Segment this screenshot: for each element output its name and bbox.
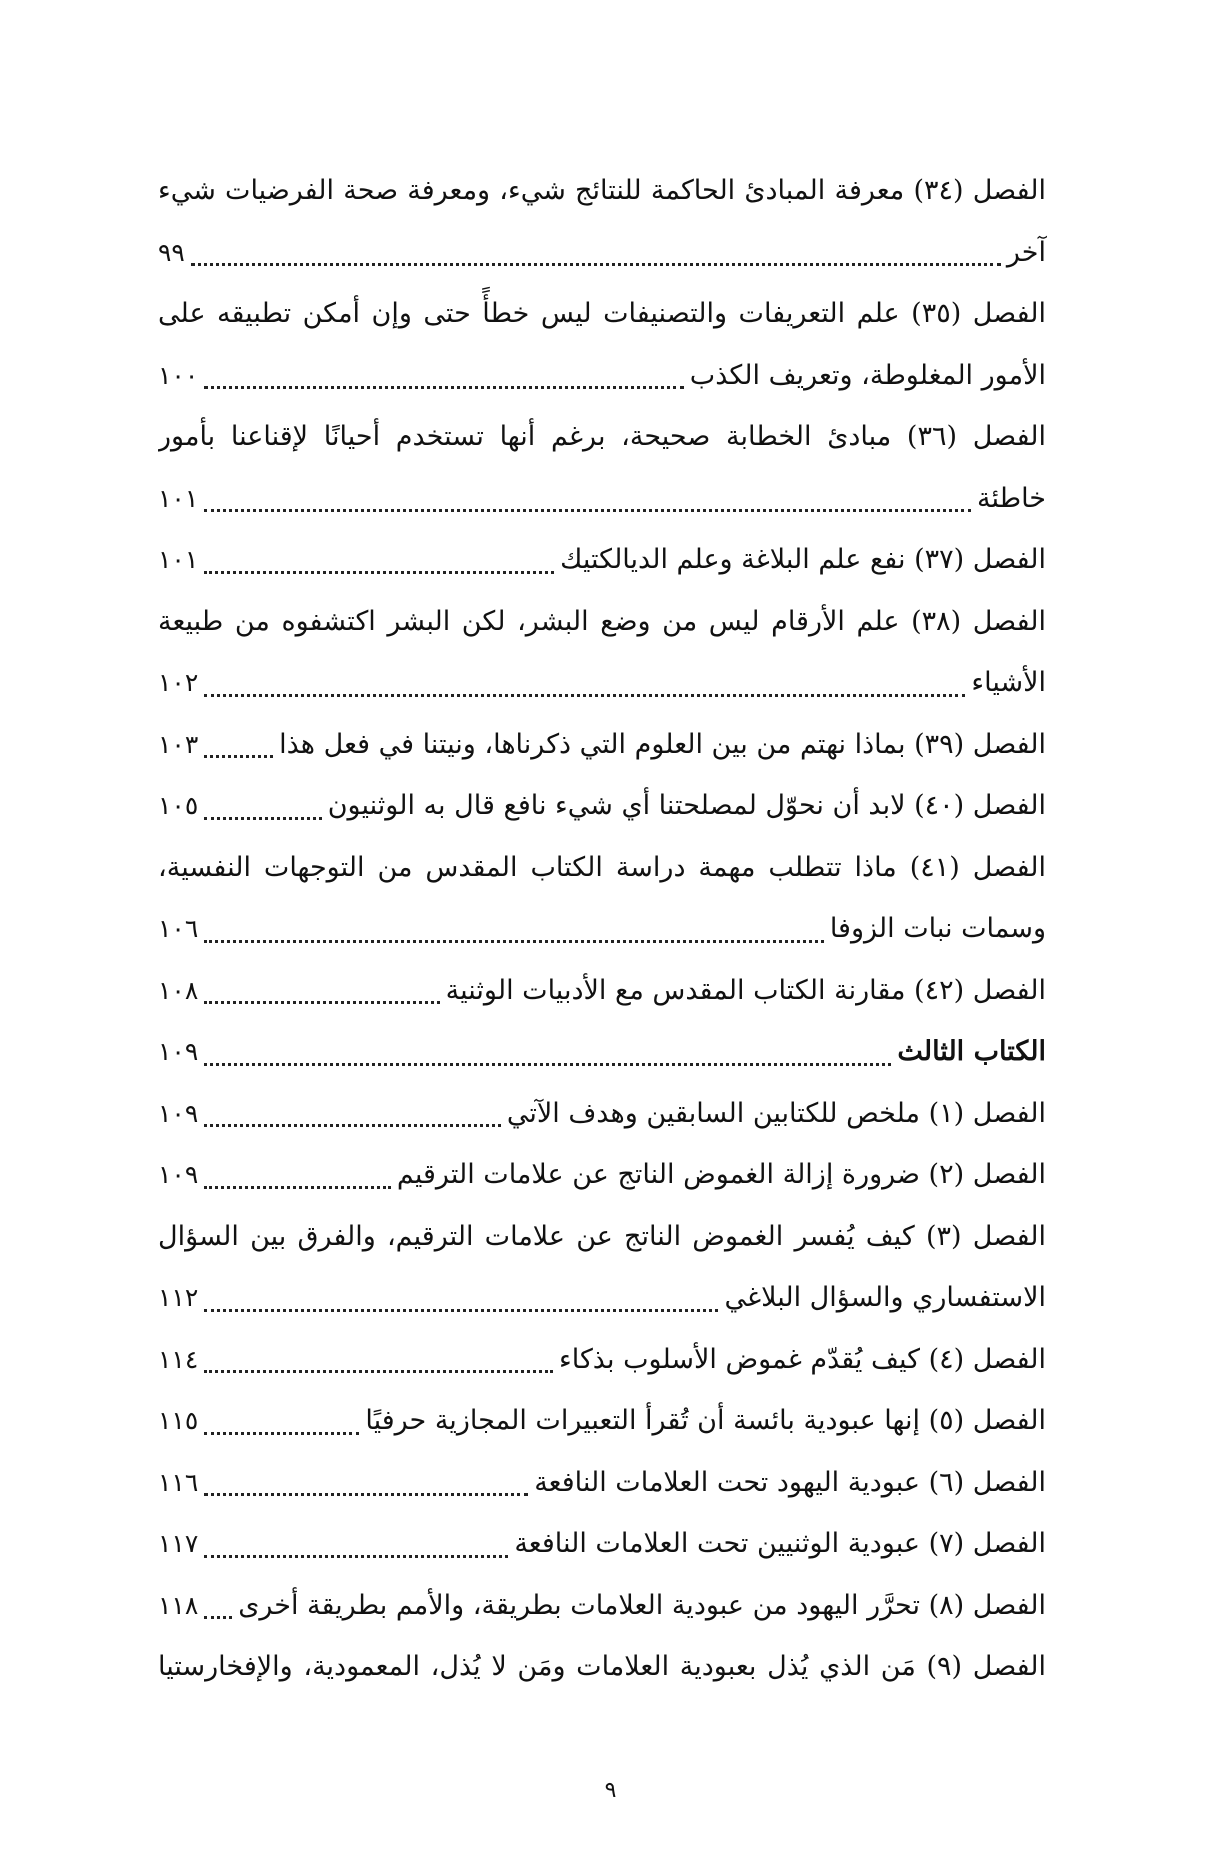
toc-entry	[158, 529, 1046, 591]
toc-page-number: ١٠٨	[158, 975, 199, 1005]
dot-leader	[204, 817, 321, 820]
toc-page-number: ١٠٩	[158, 1037, 199, 1066]
toc-entry	[158, 222, 1046, 284]
dot-leader	[204, 509, 971, 512]
toc-page-number: ١١٤	[158, 1344, 199, 1374]
toc-entry	[158, 1575, 1046, 1637]
dot-leader	[204, 1493, 528, 1496]
toc-entry	[158, 837, 1046, 899]
page-number: ٩	[604, 1778, 617, 1803]
dot-leader	[204, 1001, 439, 1004]
toc-entry	[158, 345, 1046, 407]
toc-page-number: ١٠١	[158, 483, 199, 513]
dot-leader	[204, 940, 824, 943]
toc-page-number: ١١٧	[158, 1529, 199, 1558]
dot-leader	[204, 1063, 891, 1066]
toc-entry	[158, 775, 1046, 837]
toc-entry	[158, 1390, 1046, 1452]
toc-entry-title: خاطئة	[976, 482, 1046, 514]
dot-leader	[204, 1432, 359, 1435]
toc-entry	[158, 283, 1046, 345]
dot-leader	[204, 694, 965, 697]
toc-entry	[158, 1144, 1046, 1206]
toc-entry-title: الفصل (٤١) ماذا تتطلب مهمة دراسة الكتاب المقدس من التوجهات النفسية،	[158, 851, 1046, 883]
toc-entry	[158, 714, 1046, 776]
toc-entry	[158, 1513, 1046, 1575]
dot-leader	[204, 1555, 508, 1558]
toc-page-number: ١٠٣	[158, 729, 199, 759]
toc-entry-title: الفصل (٩) مَن الذي يُذل بعبودية العلامات ومَن لا يُذل، المعمودية، والإفخارستيا	[158, 1651, 1046, 1682]
toc-entry	[158, 1636, 1046, 1698]
toc-page-number: ١١٦	[158, 1467, 199, 1497]
toc-entry-title: الفصل (٣٨) علم الأرقام ليس من وضع البشر، لكن البشر اكتشفوه من طبيعة	[158, 605, 1046, 637]
toc-entry	[158, 960, 1046, 1022]
toc-page-number: ١٠٦	[158, 914, 199, 943]
dot-leader	[204, 1616, 232, 1619]
toc-section-heading: الكتاب الثالث	[897, 1036, 1046, 1067]
toc-page-number: ١١٢	[158, 1283, 199, 1312]
toc-entry-title: الفصل (١) ملخص للكتابين السابقين وهدف الآتي	[506, 1097, 1046, 1129]
toc-entry-title: الفصل (٤) كيف يُقدّم غموض الأسلوب بذكاء	[559, 1343, 1046, 1375]
toc-entry-title: الفصل (٣٤) معرفة المبادئ الحاكمة للنتائج شيء، ومعرفة صحة الفرضيات شيء	[158, 175, 1046, 206]
toc-entry-title: الفصل (٣٩) بماذا نهتم من بين العلوم التي ذكرناها، ونيتنا في فعل هذا	[279, 728, 1046, 760]
dot-leader	[191, 263, 1001, 266]
toc-entry	[158, 652, 1046, 714]
toc-entry	[158, 406, 1046, 468]
toc-page-number: ١١٥	[158, 1406, 199, 1435]
toc-entry	[158, 1329, 1046, 1391]
toc-entry	[158, 1021, 1046, 1083]
toc-entry-title: الفصل (٣٥) علم التعريفات والتصنيفات ليس خطأً حتى وإن أمكن تطبيقه على	[158, 298, 1046, 329]
dot-leader	[204, 1370, 553, 1373]
toc-entry-title: الفصل (٤٠) لابد أن نحوّل لمصلحتنا أي شيء نافع قال به الوثنيون	[327, 790, 1046, 821]
toc-page-number: ١٠٩	[158, 1098, 199, 1128]
toc-entry-title: الفصل (٦) عبودية اليهود تحت العلامات النافعة	[534, 1466, 1046, 1498]
toc-entry-title: الفصل (٧) عبودية الوثنيين تحت العلامات النافعة	[514, 1528, 1046, 1559]
dot-leader	[204, 1186, 391, 1189]
toc-entry-title: الفصل (٣٦) مبادئ الخطابة صحيحة، برغم أنها تستخدم أحيانًا لإقناعنا بأمور	[158, 421, 1046, 452]
toc-page-number: ٩٩	[158, 237, 185, 267]
dot-leader	[204, 755, 273, 758]
toc-entry	[158, 898, 1046, 960]
toc-entry	[158, 468, 1046, 530]
toc-page-number: ١٠٠	[158, 360, 199, 390]
dot-leader	[204, 1124, 501, 1127]
toc-entry-title: آخر	[1006, 236, 1046, 268]
toc-entry	[158, 1083, 1046, 1145]
toc-entry-title: الفصل (٢) ضرورة إزالة الغموض الناتج عن علامات الترقيم	[396, 1159, 1046, 1190]
toc-entry-title: الأشياء	[971, 667, 1046, 698]
toc-page-number: ١٠١	[158, 545, 199, 574]
toc-entry-title: الفصل (٣٧) نفع علم البلاغة وعلم الديالكتيك	[560, 544, 1046, 575]
toc-entry	[158, 1206, 1046, 1268]
toc-page-number: ١٠٩	[158, 1160, 199, 1189]
dot-leader	[204, 386, 684, 389]
toc-entry-title: الفصل (٤٢) مقارنة الكتاب المقدس مع الأدبيات الوثنية	[445, 974, 1046, 1006]
toc-page-number: ١٠٢	[158, 668, 199, 697]
table-of-contents	[158, 160, 1046, 1698]
toc-entry	[158, 1267, 1046, 1329]
toc-entry	[158, 591, 1046, 653]
toc-entry-title: الفصل (٣) كيف يُفسر الغموض الناتج عن علامات الترقيم، والفرق بين السؤال	[158, 1220, 1046, 1252]
toc-page-number: ١١٨	[158, 1590, 199, 1620]
toc-page-number: ١٠٥	[158, 791, 199, 820]
toc-entry-title: الأمور المغلوطة، وتعريف الكذب	[689, 359, 1046, 391]
toc-entry-title: الفصل (٥) إنها عبودية بائسة أن تُقرأ التعبيرات المجازية حرفيًا	[365, 1405, 1046, 1436]
toc-entry-title: الفصل (٨) تحرَّر اليهود من عبودية العلامات بطريقة، والأمم بطريقة أخرى	[238, 1589, 1046, 1621]
toc-entry-title: الاستفساري والسؤال البلاغي	[724, 1282, 1046, 1313]
toc-entry	[158, 160, 1046, 222]
toc-entry-title: وسمات نبات الزوفا	[829, 913, 1046, 944]
dot-leader	[204, 1309, 718, 1312]
toc-entry	[158, 1452, 1046, 1514]
dot-leader	[204, 571, 554, 574]
